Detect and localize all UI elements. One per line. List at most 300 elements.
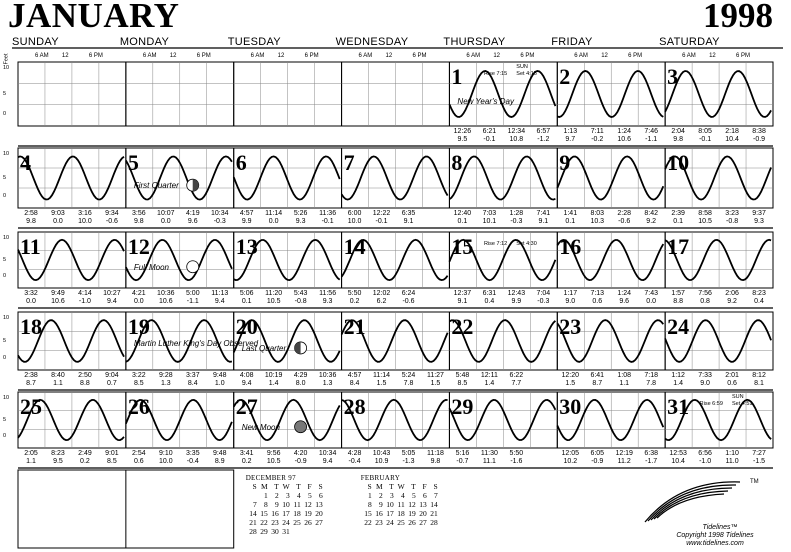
mini-calendar-weekday: T xyxy=(274,482,279,491)
tide-curve xyxy=(449,71,555,117)
tide-height: 9.7 xyxy=(565,136,576,143)
tide-time: 8:05 xyxy=(698,128,712,135)
tide-time: 5:26 xyxy=(293,210,308,217)
tide-height: 9.8 xyxy=(26,218,36,225)
tide-entry xyxy=(474,372,504,388)
hour-label: 6 PM xyxy=(628,53,643,59)
hour-label: 12 xyxy=(493,53,501,59)
moon-shade xyxy=(295,342,301,354)
tide-time: 2:38 xyxy=(24,372,38,379)
tide-time: 12:05 xyxy=(561,450,580,457)
tide-height: 9.1 xyxy=(403,218,414,225)
tide-entry xyxy=(205,290,235,306)
tide-time: 5:50 xyxy=(509,450,524,457)
weekday-friday: FRIDAY xyxy=(551,36,593,48)
mini-calendar xyxy=(246,474,323,536)
tide-height: 0.0 xyxy=(133,298,144,305)
tide-height: 1.3 xyxy=(160,380,171,387)
day-number: 1 xyxy=(451,64,463,89)
axis-tick-label: 0 xyxy=(3,355,7,361)
tide-height: 8.5 xyxy=(457,380,468,387)
tide-entry xyxy=(70,290,100,306)
tide-time: 4:14 xyxy=(78,290,92,297)
day-number: 4 xyxy=(20,150,31,175)
axis-tick-label: 0 xyxy=(3,193,7,199)
tide-entry xyxy=(340,450,370,466)
tide-time: 9:34 xyxy=(105,210,119,217)
tide-height: 8.4 xyxy=(349,380,360,387)
axis-tick-label: 10 xyxy=(3,65,10,71)
tide-entry xyxy=(636,450,666,466)
tide-time: 7:03 xyxy=(482,210,497,217)
mini-calendar-weekday: W xyxy=(282,482,290,491)
tide-height: 0.4 xyxy=(484,298,495,305)
hour-label: 6 PM xyxy=(520,53,535,59)
day-number: 15 xyxy=(451,234,474,259)
tide-height: 0.6 xyxy=(133,458,144,465)
tide-time: 7:33 xyxy=(698,372,712,379)
axis-tick-label: 5 xyxy=(3,338,7,344)
tide-height: 7.7 xyxy=(511,380,522,387)
tide-entry xyxy=(232,290,262,306)
tide-entry xyxy=(555,450,585,466)
tide-entry xyxy=(582,210,612,226)
tide-curve xyxy=(342,156,448,199)
tide-time: 3:22 xyxy=(132,372,146,379)
weekday-thursday: THURSDAY xyxy=(443,36,506,48)
tide-time: 4:28 xyxy=(347,450,362,457)
day-number: 26 xyxy=(127,394,150,419)
tide-time: 10:36 xyxy=(157,290,175,297)
hour-label: 6 AM xyxy=(142,53,157,59)
tide-time: 12:02 xyxy=(372,290,391,297)
tide-time: 5:06 xyxy=(239,290,254,297)
tide-entry xyxy=(555,128,585,144)
mini-calendar-date: 13 xyxy=(315,500,323,509)
tide-entry xyxy=(286,450,316,466)
tide-height: 9.3 xyxy=(322,298,333,305)
holiday-or-phase-note: Full Moon xyxy=(133,262,169,272)
day-number: 16 xyxy=(559,234,582,259)
mini-calendar-date: 15 xyxy=(364,509,372,518)
mini-calendar-weekday: S xyxy=(252,482,257,491)
tide-height: 0.0 xyxy=(53,218,63,225)
tide-entry xyxy=(205,450,235,466)
tide-height: 1.0 xyxy=(214,380,225,387)
tide-entry xyxy=(501,372,531,388)
tide-height: 0.0 xyxy=(26,298,36,305)
tide-entry xyxy=(313,210,343,226)
tide-time: 2:28 xyxy=(617,210,632,217)
tide-height: 0.2 xyxy=(80,458,90,465)
tide-height: 9.6 xyxy=(187,218,198,225)
tide-entry xyxy=(16,450,46,466)
hour-label: 12 xyxy=(385,53,393,59)
tide-height: -0.3 xyxy=(510,218,523,225)
tide-height: 9.8 xyxy=(133,218,144,225)
tide-height: 9.1 xyxy=(457,298,468,305)
tide-height: 10.9 xyxy=(374,458,389,465)
tide-entry xyxy=(636,128,666,144)
tide-entry xyxy=(151,290,181,306)
mini-calendar-date: 20 xyxy=(315,509,323,518)
tide-height: 9.4 xyxy=(241,380,252,387)
mini-calendar-date: 2 xyxy=(274,491,279,500)
mini-calendar-date: 14 xyxy=(249,509,257,518)
axis-tick-label: 10 xyxy=(3,395,10,401)
tide-height: 10.6 xyxy=(159,298,173,305)
mini-calendar-date: 23 xyxy=(271,518,279,527)
tide-entry xyxy=(232,372,262,388)
mini-calendar-date: 4 xyxy=(296,491,301,500)
weekday-monday: MONDAY xyxy=(119,36,170,48)
tide-height: 9.6 xyxy=(619,298,630,305)
tide-curve xyxy=(449,157,555,200)
moon-phase-icon xyxy=(295,421,307,433)
tide-entry xyxy=(286,210,316,226)
tide-time: 7:41 xyxy=(536,210,551,217)
tide-time: 9:37 xyxy=(752,210,766,217)
holiday-or-phase-note: First Quarter xyxy=(133,181,179,190)
tide-time: 12:11 xyxy=(480,372,498,379)
tide-time: 11:20 xyxy=(265,290,283,297)
tide-time: 10:36 xyxy=(318,372,337,379)
tide-time: 1:28 xyxy=(509,210,524,217)
day-number: 28 xyxy=(343,394,366,419)
tide-entry xyxy=(744,210,774,226)
tide-height: -0.3 xyxy=(537,298,550,305)
mini-calendar-date: 1 xyxy=(367,491,372,500)
tide-time: 3:23 xyxy=(725,210,739,217)
tide-height: 1.5 xyxy=(430,380,441,387)
tide-height: -0.4 xyxy=(348,458,361,465)
moon-phase-icon xyxy=(187,261,199,273)
mini-calendar-weekday: S xyxy=(367,482,372,491)
tide-time: 1:12 xyxy=(671,372,685,379)
mini-calendar-date: 5 xyxy=(411,491,416,500)
tide-entry xyxy=(636,210,666,226)
hour-label: 6 AM xyxy=(34,53,49,59)
tide-time: 5:00 xyxy=(185,290,200,297)
tide-curve xyxy=(234,156,340,199)
brand-tm: TM xyxy=(750,479,759,485)
tide-entry xyxy=(394,290,424,306)
hour-label: 6 AM xyxy=(358,53,373,59)
mini-calendar-date: 4 xyxy=(400,491,405,500)
tide-time: 1:10 xyxy=(725,450,739,457)
tide-entry xyxy=(259,450,289,466)
month-title: JANUARY xyxy=(8,0,180,35)
day-number: 11 xyxy=(20,234,41,259)
tide-time: 12:34 xyxy=(507,128,526,135)
tide-entry xyxy=(528,210,558,226)
tide-entry xyxy=(16,210,46,226)
tide-entry xyxy=(394,450,424,466)
tide-entry xyxy=(447,450,477,466)
tide-entry xyxy=(609,290,639,306)
tide-time: 6:38 xyxy=(644,450,658,457)
mini-calendar-date: 7 xyxy=(252,500,257,509)
tide-entry xyxy=(447,290,477,306)
mini-calendar-weekday: W xyxy=(397,482,405,491)
day-number: 23 xyxy=(559,314,582,339)
weekday-wednesday: WEDNESDAY xyxy=(335,36,409,48)
mini-calendar-date: 13 xyxy=(419,500,427,509)
sunset-time: Set 4:30 xyxy=(516,241,537,247)
tide-height: 8.4 xyxy=(187,380,198,387)
tide-height: 8.5 xyxy=(107,458,117,465)
day-number: 30 xyxy=(559,394,582,419)
tide-time: 5:24 xyxy=(401,372,416,379)
tide-height: 10.0 xyxy=(78,218,92,225)
mini-calendar-date: 18 xyxy=(293,509,301,518)
tide-time: 5:05 xyxy=(401,450,416,457)
tide-height: 1.5 xyxy=(376,380,387,387)
tide-time: 7:11 xyxy=(590,128,604,135)
year-title: 1998 xyxy=(703,0,773,35)
tide-time: 12:53 xyxy=(669,450,687,457)
tide-time: 7:46 xyxy=(644,128,658,135)
tide-entry xyxy=(690,290,720,306)
sunrise-time: Rise 6:59 xyxy=(699,401,723,407)
tide-time: 6:57 xyxy=(536,128,551,135)
tide-time: 2:49 xyxy=(78,450,92,457)
hour-label: 6 AM xyxy=(250,53,265,59)
tide-time: 4:29 xyxy=(293,372,308,379)
tide-entry xyxy=(97,210,127,226)
day-number: 9 xyxy=(559,150,571,175)
brand-name: Tidelines™ xyxy=(702,524,738,531)
mini-calendar-date: 17 xyxy=(282,509,290,518)
day-number: 8 xyxy=(451,150,463,175)
tide-time: 9:01 xyxy=(105,450,119,457)
tide-entry xyxy=(744,450,774,466)
tide-time: 2:50 xyxy=(78,372,92,379)
tide-height: -1.3 xyxy=(402,458,415,465)
tide-height: 9.4 xyxy=(214,298,225,305)
mini-calendar-date: 29 xyxy=(260,527,268,536)
tide-entry xyxy=(178,210,208,226)
tide-time: 12:43 xyxy=(507,290,526,297)
tide-time: 5:48 xyxy=(455,372,470,379)
axis-tick-label: 5 xyxy=(3,257,7,263)
mini-calendar-date: 14 xyxy=(430,500,438,509)
hour-label: 6 AM xyxy=(682,53,696,59)
mini-calendar-date: 30 xyxy=(271,527,279,536)
mini-calendar-date: 28 xyxy=(249,527,257,536)
tide-time: 1:17 xyxy=(563,290,578,297)
tide-height: 9.8 xyxy=(430,458,441,465)
mini-calendar-weekday: M xyxy=(261,482,268,491)
day-number: 20 xyxy=(235,314,258,339)
tide-entry xyxy=(474,128,504,144)
tide-entry xyxy=(340,210,370,226)
tide-entry xyxy=(501,210,531,226)
axis-tick-label: 10 xyxy=(3,315,10,321)
tide-height: 9.4 xyxy=(107,298,117,305)
brand-url: www.tidelines.com xyxy=(686,540,744,547)
tide-entry xyxy=(609,450,639,466)
tide-height: 8.0 xyxy=(295,380,306,387)
hour-label: 12 xyxy=(601,53,608,59)
day-number: 12 xyxy=(127,234,150,259)
mini-calendar-date: 22 xyxy=(260,518,268,527)
tide-time: 3:56 xyxy=(132,210,146,217)
day-number: 25 xyxy=(20,394,42,419)
tide-time: 6:00 xyxy=(347,210,362,217)
tide-height: 0.6 xyxy=(592,298,603,305)
tide-height: -0.6 xyxy=(618,218,631,225)
tide-time: 12:22 xyxy=(372,210,391,217)
tide-entry xyxy=(367,210,397,226)
tide-time: 8:03 xyxy=(590,210,605,217)
tide-entry xyxy=(420,450,450,466)
tide-height: 8.5 xyxy=(133,380,144,387)
mini-calendar-date: 7 xyxy=(433,491,438,500)
tide-time: 4:20 xyxy=(293,450,308,457)
tide-entry xyxy=(501,128,531,144)
tide-entry xyxy=(501,290,531,306)
tide-time: 6:21 xyxy=(482,128,497,135)
day-number: 19 xyxy=(127,314,150,339)
tide-height: -0.1 xyxy=(699,136,712,143)
axis-tick-label: 5 xyxy=(3,91,7,97)
tide-height: 10.6 xyxy=(51,298,65,305)
axis-tick-label: 0 xyxy=(3,273,7,279)
tide-entry xyxy=(528,290,558,306)
day-number: 13 xyxy=(235,234,258,259)
mini-calendar-weekday: T xyxy=(389,482,394,491)
tide-time: 9:56 xyxy=(266,450,281,457)
tide-entry xyxy=(70,210,100,226)
tide-height: 0.0 xyxy=(160,218,171,225)
tide-height: -0.6 xyxy=(105,218,118,225)
tide-entry xyxy=(205,210,235,226)
mini-calendar-date: 18 xyxy=(397,509,405,518)
tide-time: 6:31 xyxy=(482,290,497,297)
tide-height: 10.5 xyxy=(266,298,281,305)
tide-time: 11:14 xyxy=(373,372,391,379)
sunset-time: Set 4:15 xyxy=(516,71,537,77)
mini-calendar-date: 28 xyxy=(430,518,438,527)
tide-entry xyxy=(663,128,693,144)
mini-calendar-date: 1 xyxy=(263,491,268,500)
tide-entry xyxy=(205,372,235,388)
tide-entry xyxy=(313,372,343,388)
mini-calendar-date: 11 xyxy=(293,500,301,509)
brand-copyright: Copyright 1998 Tidelines xyxy=(676,532,754,539)
tide-time: 12:20 xyxy=(561,372,580,379)
mini-calendar-date: 12 xyxy=(304,500,312,509)
tide-time: 11:30 xyxy=(480,450,498,457)
tide-time: 8:58 xyxy=(698,210,712,217)
tide-height: -1.7 xyxy=(645,458,658,465)
tide-entry xyxy=(555,290,585,306)
tide-time: 12:37 xyxy=(453,290,472,297)
axis-tick-label: 5 xyxy=(3,175,7,181)
tide-time: 8:23 xyxy=(752,290,766,297)
tide-height: 1.1 xyxy=(619,380,630,387)
hour-label: 12 xyxy=(709,53,716,59)
axis-tick-label: 0 xyxy=(3,111,7,117)
tide-entry xyxy=(97,450,127,466)
day-number: 6 xyxy=(235,150,247,175)
tide-entry xyxy=(259,210,289,226)
mini-calendar-date: 5 xyxy=(307,491,312,500)
day-number: 27 xyxy=(235,394,258,419)
tide-entry xyxy=(447,210,477,226)
tide-height: 10.5 xyxy=(698,218,712,225)
tide-entry xyxy=(744,128,774,144)
tide-curve xyxy=(665,71,771,117)
brand-logo-swoosh xyxy=(648,485,736,521)
mini-calendar-date: 23 xyxy=(375,518,383,527)
tide-height: 0.0 xyxy=(268,218,279,225)
tide-time: 2:54 xyxy=(132,450,146,457)
day-number: 7 xyxy=(343,150,355,175)
mini-calendar-date: 21 xyxy=(430,509,438,518)
mini-calendar-date: 17 xyxy=(386,509,394,518)
hour-label: 6 PM xyxy=(304,53,319,59)
tide-entry xyxy=(286,372,316,388)
axis-tick-label: 5 xyxy=(3,417,7,423)
tide-time: 2:39 xyxy=(671,210,685,217)
axis-tick-label: 10 xyxy=(3,151,10,157)
tide-time: 4:57 xyxy=(239,210,254,217)
mini-calendar-date: 16 xyxy=(271,509,279,518)
tide-entry xyxy=(286,290,316,306)
tide-time: 9:48 xyxy=(212,372,227,379)
tide-time: 7:56 xyxy=(698,290,712,297)
hour-label: 12 xyxy=(277,53,285,59)
mini-calendar-date: 12 xyxy=(408,500,416,509)
tide-height: -0.1 xyxy=(321,218,334,225)
tide-height: 1.1 xyxy=(53,380,63,387)
sunrise-time: Rise 7:15 xyxy=(483,71,508,77)
tide-height: -1.1 xyxy=(645,136,658,143)
tide-height: 10.3 xyxy=(590,218,605,225)
tide-entry xyxy=(124,450,154,466)
mini-calendar-date: 27 xyxy=(315,518,323,527)
tide-entry xyxy=(663,450,693,466)
tide-height: -1.5 xyxy=(753,458,766,465)
mini-calendar-date: 3 xyxy=(389,491,394,500)
tide-height: 9.3 xyxy=(295,218,306,225)
tide-height: 8.1 xyxy=(754,380,764,387)
hour-label: 6 PM xyxy=(196,53,211,59)
hour-label: 6 AM xyxy=(574,53,588,59)
tide-entry xyxy=(232,450,262,466)
tide-time: 5:16 xyxy=(455,450,470,457)
tide-height: 1.4 xyxy=(484,380,495,387)
tide-time: 4:08 xyxy=(239,372,254,379)
tide-curve xyxy=(557,71,663,117)
mini-calendar-date: 26 xyxy=(304,518,312,527)
tide-time: 6:56 xyxy=(698,450,712,457)
tide-entry xyxy=(582,450,612,466)
mini-calendar-date: 19 xyxy=(304,509,312,518)
tide-time: 9:28 xyxy=(159,372,173,379)
tide-height: 8.8 xyxy=(673,298,683,305)
mini-calendar-date xyxy=(246,491,257,500)
tide-height: 9.1 xyxy=(538,218,549,225)
mini-calendar-date: 25 xyxy=(293,518,301,527)
tide-height: 0.4 xyxy=(754,298,764,305)
tide-entry xyxy=(43,290,73,306)
holiday-or-phase-note: Last Quarter xyxy=(241,343,287,353)
tide-height: -0.4 xyxy=(186,458,199,465)
tide-height: 10.2 xyxy=(563,458,578,465)
